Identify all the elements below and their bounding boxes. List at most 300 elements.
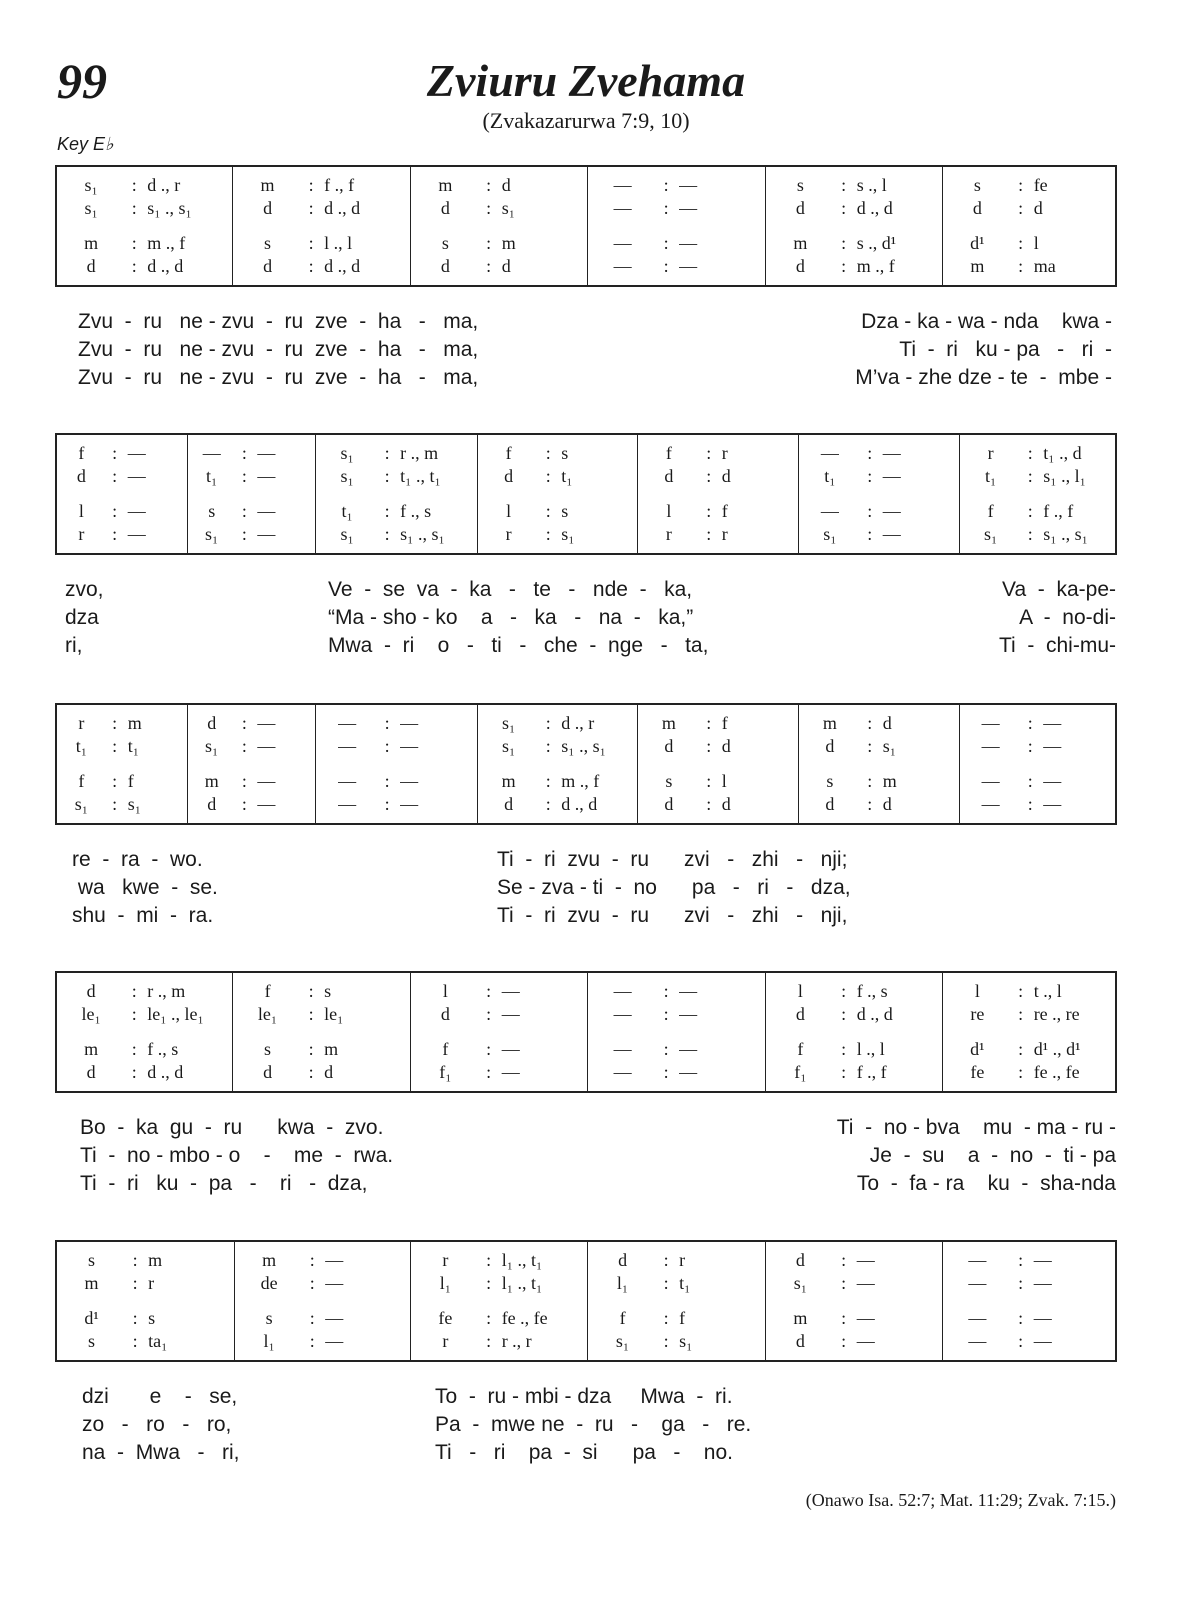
- note: —: [1033, 1308, 1052, 1328]
- note: m ., f: [856, 256, 895, 276]
- beat-separator: :: [241, 713, 247, 733]
- beat-separator: :: [841, 256, 847, 276]
- note: —: [257, 771, 276, 791]
- note: d ., r: [561, 713, 595, 733]
- note: s₁: [340, 466, 354, 486]
- note: fe ., fe: [1033, 1062, 1080, 1082]
- note: d: [504, 466, 514, 486]
- beat-separator: :: [545, 713, 551, 733]
- note: l₁: [616, 1273, 629, 1293]
- note: —: [613, 981, 632, 1001]
- note: t₁: [127, 736, 139, 756]
- note: f: [619, 1308, 626, 1328]
- lyric-segment: “Ma - sho - ko a - ka - na - ka,”: [328, 606, 694, 629]
- note: d: [972, 198, 982, 218]
- beat-separator: :: [706, 771, 712, 791]
- voice-part-notes: [638, 771, 798, 791]
- note: s: [973, 175, 981, 195]
- note: f ., s: [856, 981, 888, 1001]
- music-system: [55, 165, 1117, 287]
- measure: [57, 973, 232, 1091]
- voice-part-notes: [766, 1062, 942, 1082]
- note: r: [442, 1331, 449, 1351]
- beat-separator: :: [486, 175, 492, 195]
- note: f: [264, 981, 271, 1001]
- voice-part-notes: [233, 175, 410, 195]
- beat-separator: :: [486, 1004, 492, 1024]
- voice-part-notes: [57, 1331, 234, 1351]
- measure: [942, 1242, 1119, 1360]
- voice-part-notes: [411, 1250, 587, 1270]
- voice-part-notes: [57, 466, 187, 486]
- beat-separator: :: [545, 443, 551, 463]
- beat-separator: :: [308, 256, 314, 276]
- voice-part-notes: [960, 443, 1119, 463]
- beat-separator: :: [545, 466, 551, 486]
- voice-part-notes: [638, 466, 798, 486]
- beat-separator: :: [841, 198, 847, 218]
- beat-separator: :: [486, 1062, 492, 1082]
- note: d: [440, 198, 450, 218]
- note: s₁: [502, 713, 516, 733]
- note: re ., re: [1033, 1004, 1080, 1024]
- voice-part-notes: [588, 1273, 765, 1293]
- note: d: [263, 1062, 273, 1082]
- note: s₁: [501, 198, 515, 218]
- lyric-segment: dza: [65, 606, 99, 629]
- beat-separator: :: [663, 981, 669, 1001]
- beat-separator: :: [545, 501, 551, 521]
- note: —: [613, 233, 632, 253]
- note: s₁: [502, 736, 516, 756]
- beat-separator: :: [486, 1308, 492, 1328]
- note: t₁: [985, 466, 997, 486]
- voice-part-notes: [478, 771, 637, 791]
- beat-separator: :: [112, 771, 118, 791]
- beat-separator: :: [384, 443, 390, 463]
- voice-part-notes: [57, 1273, 234, 1293]
- voice-part-notes: [57, 771, 187, 791]
- measure: [234, 1242, 410, 1360]
- note: d ., d: [856, 198, 893, 218]
- note: d ., d: [856, 1004, 893, 1024]
- lyric-segment: dzi e - se,: [82, 1385, 238, 1408]
- note: —: [325, 1331, 344, 1351]
- note: r ., m: [400, 443, 439, 463]
- beat-separator: :: [867, 736, 873, 756]
- note: —: [257, 466, 276, 486]
- note: d: [501, 256, 511, 276]
- note: l: [974, 981, 980, 1001]
- voice-part-notes: [943, 1004, 1119, 1024]
- beat-separator: :: [241, 771, 247, 791]
- beat-separator: :: [486, 233, 492, 253]
- voice-part-notes: [588, 981, 765, 1001]
- voice-part-notes: [235, 1331, 410, 1351]
- note: d: [324, 1062, 334, 1082]
- voice-part-notes: [235, 1308, 410, 1328]
- note: s₁: [615, 1331, 630, 1351]
- voice-part-notes: [588, 256, 765, 276]
- note: f ., f: [1043, 501, 1074, 521]
- lyric-segment: shu - mi - ra.: [72, 904, 214, 927]
- note: l₁ ., t₁: [501, 1273, 543, 1293]
- note: —: [981, 736, 1000, 756]
- note: d: [664, 466, 674, 486]
- lyric-segment: Ve - se va - ka - te - nde - ka,: [328, 578, 693, 601]
- voice-part-notes: [188, 501, 315, 521]
- lyric-segment: Ti - ri ku - pa - ri - dza,: [80, 1172, 368, 1195]
- beat-separator: :: [384, 501, 390, 521]
- measure: [959, 435, 1119, 553]
- note: —: [679, 175, 698, 195]
- note: s ., d¹: [856, 233, 897, 253]
- beat-separator: :: [867, 713, 873, 733]
- note: f: [505, 443, 512, 463]
- lyric-segment: Dza - ka - wa - nda kwa -: [861, 310, 1112, 333]
- note: f: [679, 1308, 686, 1328]
- beat-separator: :: [663, 1273, 669, 1293]
- beat-separator: :: [1018, 233, 1024, 253]
- note: —: [400, 794, 419, 814]
- note: de: [260, 1273, 278, 1293]
- note: —: [501, 1039, 520, 1059]
- note: s₁: [205, 736, 219, 756]
- lyric-segment: To - fa - ra ku - sha-nda: [856, 1172, 1116, 1195]
- voice-part-notes: [188, 466, 315, 486]
- note: d: [795, 1004, 805, 1024]
- lyric-segment: Pa - mwe ne - ru - ga - re.: [435, 1413, 752, 1436]
- note: f ., f: [324, 175, 355, 195]
- lyric-segment: Ti - ri ku - pa - ri -: [899, 338, 1112, 361]
- note: l: [797, 981, 803, 1001]
- note: —: [338, 713, 357, 733]
- note: d¹: [84, 1308, 99, 1328]
- music-system: [55, 703, 1117, 825]
- beat-separator: :: [308, 175, 314, 195]
- voice-part-notes: [411, 1308, 587, 1328]
- note: f: [442, 1039, 449, 1059]
- beat-separator: :: [132, 1273, 138, 1293]
- measure: [587, 1242, 765, 1360]
- voice-part-notes: [766, 1039, 942, 1059]
- music-system: [55, 433, 1117, 555]
- voice-part-notes: [478, 736, 637, 756]
- note: d ., d: [561, 794, 598, 814]
- voice-part-notes: [766, 198, 942, 218]
- measure: [232, 167, 410, 285]
- note: f: [78, 443, 85, 463]
- note: —: [679, 1039, 698, 1059]
- beat-separator: :: [663, 1331, 669, 1351]
- note: d: [501, 175, 511, 195]
- voice-part-notes: [766, 175, 942, 195]
- beat-separator: :: [867, 794, 873, 814]
- voice-part-notes: [188, 443, 315, 463]
- voice-part-notes: [766, 233, 942, 253]
- lyric-segment: Mwa - ri o - ti - che - nge - ta,: [328, 634, 709, 657]
- voice-part-notes: [799, 794, 959, 814]
- lyric-segment: wa kwe - se.: [72, 876, 218, 899]
- beat-separator: :: [486, 1039, 492, 1059]
- measure: [477, 435, 637, 553]
- beat-separator: :: [1018, 1250, 1024, 1270]
- voice-part-notes: [57, 175, 232, 195]
- note: m: [882, 771, 897, 791]
- beat-separator: :: [131, 981, 137, 1001]
- voice-part-notes: [588, 1308, 765, 1328]
- voice-part-notes: [411, 981, 587, 1001]
- measure: [942, 167, 1119, 285]
- lyric-segment: Ti - ri zvu - ru zvi - zhi - nji;: [497, 848, 848, 871]
- beat-separator: :: [384, 713, 390, 733]
- note: —: [968, 1250, 987, 1270]
- lyric-segment: ri,: [65, 634, 83, 657]
- beat-separator: :: [1018, 1331, 1024, 1351]
- beat-separator: :: [706, 443, 712, 463]
- beat-separator: :: [706, 524, 712, 544]
- hymn-title: Zviuru Zvehama: [426, 55, 746, 106]
- voice-part-notes: [799, 524, 959, 544]
- note: m: [793, 1308, 808, 1328]
- beat-separator: :: [308, 1004, 314, 1024]
- beat-separator: :: [1018, 981, 1024, 1001]
- note: d¹ ., d¹: [1033, 1039, 1081, 1059]
- note: l₁: [439, 1273, 451, 1293]
- lyric-segment: Je - su a - no - ti - pa: [869, 1144, 1116, 1167]
- beat-separator: :: [1027, 501, 1033, 521]
- voice-part-notes: [766, 256, 942, 276]
- beat-separator: :: [841, 981, 847, 1001]
- note: —: [501, 1062, 520, 1082]
- beat-separator: :: [241, 794, 247, 814]
- note: le₁ ., le₁: [147, 1004, 204, 1024]
- beat-separator: :: [545, 524, 551, 544]
- voice-part-notes: [943, 1308, 1119, 1328]
- beat-separator: :: [1027, 794, 1033, 814]
- note: l: [506, 501, 512, 521]
- voice-part-notes: [57, 713, 187, 733]
- measure: [315, 705, 477, 823]
- note: d: [795, 1331, 805, 1351]
- note: d: [795, 198, 805, 218]
- voice-part-notes: [233, 981, 410, 1001]
- lyric-segment: zvo,: [65, 578, 104, 601]
- measure: [57, 1242, 234, 1360]
- voice-part-notes: [943, 1062, 1119, 1082]
- lyric-segment: To - ru - mbi - dza Mwa - ri.: [435, 1385, 733, 1408]
- beat-separator: :: [1027, 524, 1033, 544]
- voice-part-notes: [588, 1062, 765, 1082]
- note: d: [721, 794, 731, 814]
- beat-separator: :: [867, 524, 873, 544]
- voice-part-notes: [943, 256, 1119, 276]
- note: —: [338, 794, 357, 814]
- note: s₁: [793, 1273, 807, 1293]
- beat-separator: :: [1018, 1004, 1024, 1024]
- voice-part-notes: [233, 233, 410, 253]
- voice-part-notes: [588, 1039, 765, 1059]
- voice-part-notes: [57, 524, 187, 544]
- note: s₁: [340, 524, 354, 544]
- note: s₁ ., s₁: [1043, 524, 1088, 544]
- note: —: [679, 198, 698, 218]
- note: s: [264, 1039, 272, 1059]
- note: f: [797, 1039, 804, 1059]
- beat-separator: :: [663, 1004, 669, 1024]
- note: d ., d: [324, 256, 361, 276]
- voice-part-notes: [57, 256, 232, 276]
- voice-part-notes: [233, 1004, 410, 1024]
- note: —: [613, 1039, 632, 1059]
- voice-part-notes: [943, 175, 1119, 195]
- voice-part-notes: [588, 233, 765, 253]
- beat-separator: :: [706, 794, 712, 814]
- note: d: [86, 256, 96, 276]
- lyric-segment: Va - ka-pe-: [1002, 578, 1116, 601]
- note: —: [325, 1308, 344, 1328]
- note: r: [78, 713, 85, 733]
- beat-separator: :: [308, 198, 314, 218]
- note: s: [264, 233, 272, 253]
- beat-separator: :: [308, 1062, 314, 1082]
- beat-separator: :: [131, 256, 137, 276]
- note: d: [76, 466, 86, 486]
- note: m: [84, 233, 99, 253]
- voice-part-notes: [316, 443, 477, 463]
- note: d: [882, 713, 892, 733]
- note: s: [441, 233, 449, 253]
- measure: [315, 435, 477, 553]
- note: m: [501, 233, 516, 253]
- voice-part-notes: [766, 1250, 942, 1270]
- measure: [942, 973, 1119, 1091]
- voice-part-notes: [233, 1039, 410, 1059]
- measure: [187, 435, 315, 553]
- note: s: [561, 443, 569, 463]
- voice-part-notes: [57, 501, 187, 521]
- voice-part-notes: [188, 524, 315, 544]
- note: —: [1033, 1250, 1052, 1270]
- voice-part-notes: [588, 198, 765, 218]
- note: d: [263, 256, 273, 276]
- voice-part-notes: [478, 794, 637, 814]
- note: d: [207, 794, 217, 814]
- note: r: [78, 524, 85, 544]
- note: d: [86, 981, 96, 1001]
- beat-separator: :: [486, 1250, 492, 1270]
- note: m: [970, 256, 985, 276]
- beat-separator: :: [706, 713, 712, 733]
- note: f ., f: [856, 1062, 887, 1082]
- note: —: [613, 1062, 632, 1082]
- beat-separator: :: [706, 736, 712, 756]
- beat-separator: :: [1018, 1273, 1024, 1293]
- note: r: [665, 524, 672, 544]
- note: f: [721, 713, 728, 733]
- note: —: [127, 501, 146, 521]
- voice-part-notes: [188, 794, 315, 814]
- voice-part-notes: [943, 1331, 1119, 1351]
- note: s₁: [823, 524, 837, 544]
- voice-part-notes: [478, 713, 637, 733]
- beat-separator: :: [545, 794, 551, 814]
- note: le₁: [257, 1004, 278, 1024]
- note: fe: [1033, 175, 1048, 195]
- note: d: [504, 794, 514, 814]
- note: d: [795, 1250, 805, 1270]
- beat-separator: :: [841, 175, 847, 195]
- note: r: [442, 1250, 449, 1270]
- voice-part-notes: [57, 981, 232, 1001]
- note: s: [88, 1250, 96, 1270]
- beat-separator: :: [308, 1039, 314, 1059]
- note: —: [1043, 794, 1062, 814]
- beat-separator: :: [841, 1250, 847, 1270]
- note: t₁: [206, 466, 218, 486]
- note: t₁: [341, 501, 353, 521]
- lyric-segment: zo - ro - ro,: [82, 1413, 232, 1436]
- lyric-segment: re - ra - wo.: [72, 848, 203, 871]
- music-system: [55, 971, 1117, 1093]
- voice-part-notes: [57, 736, 187, 756]
- note: d: [263, 198, 273, 218]
- note: —: [981, 771, 1000, 791]
- voice-part-notes: [57, 1308, 234, 1328]
- beat-separator: :: [486, 256, 492, 276]
- beat-separator: :: [663, 175, 669, 195]
- note: —: [127, 443, 146, 463]
- note: d¹: [970, 1039, 985, 1059]
- note: —: [257, 736, 276, 756]
- scripture-reference: (Zvakazarurwa 7:9, 10): [482, 108, 690, 133]
- note: —: [856, 1308, 875, 1328]
- note: m: [793, 233, 808, 253]
- note: —: [679, 1004, 698, 1024]
- note: ta₁: [148, 1331, 168, 1351]
- beat-separator: :: [663, 1039, 669, 1059]
- beat-separator: :: [841, 233, 847, 253]
- note: f ., s: [400, 501, 432, 521]
- note: d: [882, 794, 892, 814]
- voice-part-notes: [316, 713, 477, 733]
- note: —: [882, 466, 901, 486]
- voice-part-notes: [588, 175, 765, 195]
- note: —: [1043, 736, 1062, 756]
- note: d: [795, 256, 805, 276]
- note: d: [825, 736, 835, 756]
- note: m: [661, 713, 676, 733]
- beat-separator: :: [384, 524, 390, 544]
- voice-part-notes: [960, 524, 1119, 544]
- note: f: [987, 501, 994, 521]
- note: d ., r: [147, 175, 181, 195]
- note: m: [324, 1039, 339, 1059]
- note: —: [679, 233, 698, 253]
- note: t ., l: [1033, 981, 1062, 1001]
- beat-separator: :: [112, 794, 118, 814]
- measure: [587, 167, 765, 285]
- voice-part-notes: [799, 736, 959, 756]
- beat-separator: :: [663, 256, 669, 276]
- beat-separator: :: [132, 1331, 138, 1351]
- measure: [587, 973, 765, 1091]
- beat-separator: :: [1018, 1039, 1024, 1059]
- note: —: [257, 443, 276, 463]
- note: f: [78, 771, 85, 791]
- voice-part-notes: [233, 256, 410, 276]
- beat-separator: :: [241, 466, 247, 486]
